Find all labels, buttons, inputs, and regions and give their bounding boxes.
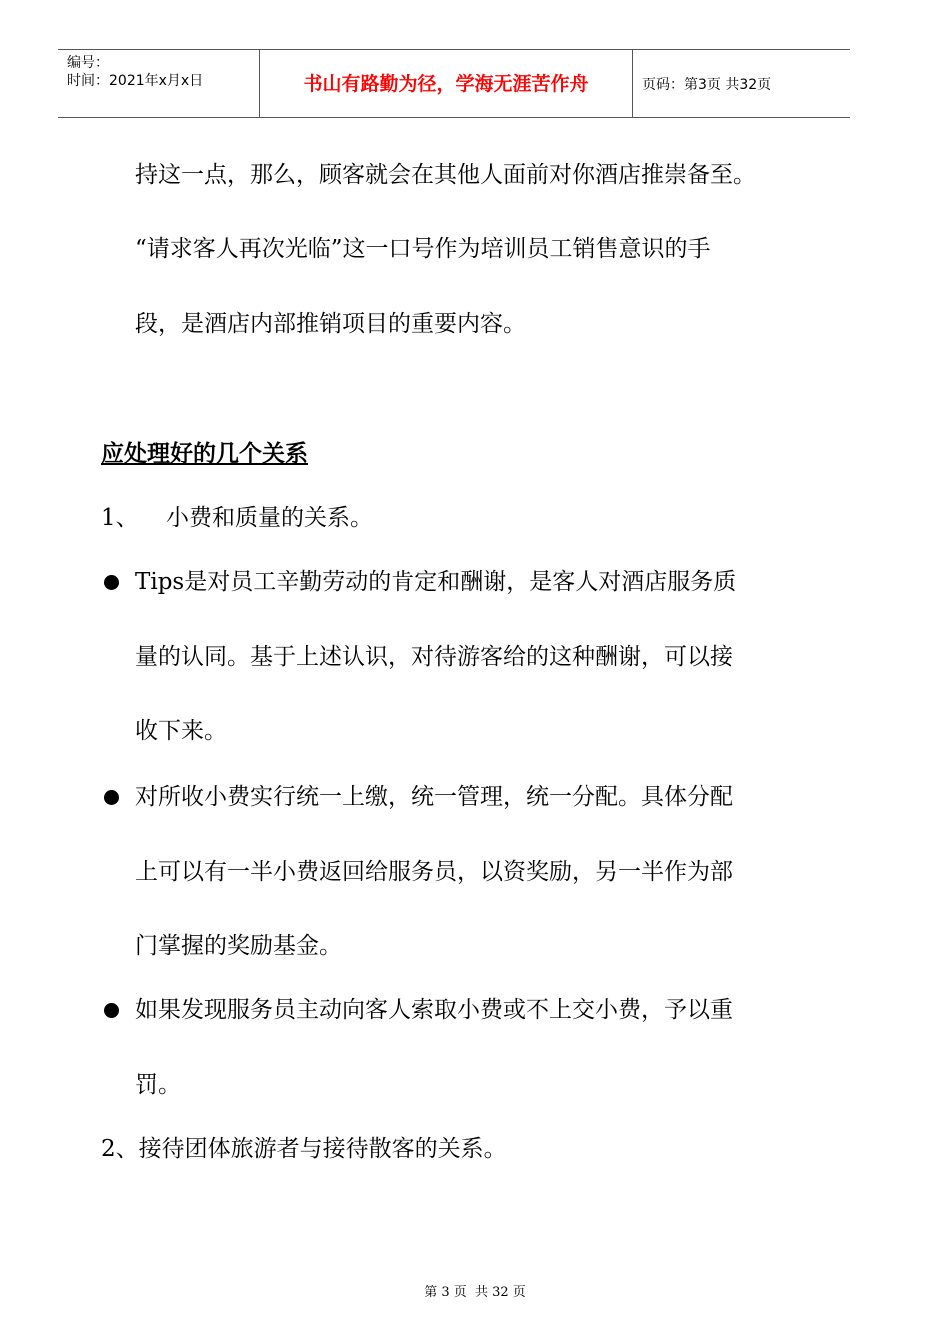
list-item-text: 小费和质量的关系。 xyxy=(166,505,373,531)
paragraph-line: “请求客人再次光临”这一口号作为培训员工销售意识的手 xyxy=(135,236,711,262)
date-label: 时间：2021年x月x日 xyxy=(67,73,204,89)
list-item-number: 1、 xyxy=(101,505,139,531)
header-divider-right xyxy=(632,49,633,117)
page-footer: 第 3 页 共 32 页 xyxy=(424,1285,526,1300)
bullet-line: 如果发现服务员主动向客人索取小费或不上交小费，予以重 xyxy=(135,997,733,1023)
serial-number-label: 编号： xyxy=(67,55,109,71)
bullet-line: 收下来。 xyxy=(135,718,227,744)
page-indicator: 页码：第3页 共32页 xyxy=(642,77,772,93)
bullet-icon xyxy=(104,575,119,590)
bullet-line: 罚。 xyxy=(135,1072,181,1098)
bullet-line: 门掌握的奖励基金。 xyxy=(135,933,342,959)
bullet-icon xyxy=(104,1003,119,1018)
header-top-rule xyxy=(58,49,850,50)
bullet-line: Tips是对员工辛勤劳动的肯定和酬谢，是客人对酒店服务质 xyxy=(135,569,737,595)
header-bottom-rule xyxy=(58,117,850,118)
bullet-line: 量的认同。基于上述认识，对待游客给的这种酬谢，可以接 xyxy=(135,644,733,670)
paragraph-line: 段，是酒店内部推销项目的重要内容。 xyxy=(135,311,526,337)
paragraph-line: 持这一点，那么，顾客就会在其他人面前对你酒店推崇备至。 xyxy=(135,162,756,188)
bullet-line: 对所收小费实行统一上缴，统一管理，统一分配。具体分配 xyxy=(135,784,733,810)
bullet-icon xyxy=(104,790,119,805)
header-motto: 书山有路勤为径，学海无涯苦作舟 xyxy=(303,73,589,95)
list-item-text: 2、接待团体旅游者与接待散客的关系。 xyxy=(101,1136,507,1162)
header-divider-left xyxy=(259,49,260,117)
section-heading: 应处理好的几个关系 xyxy=(101,440,308,467)
bullet-line: 上可以有一半小费返回给服务员，以资奖励，另一半作为部 xyxy=(135,859,733,885)
